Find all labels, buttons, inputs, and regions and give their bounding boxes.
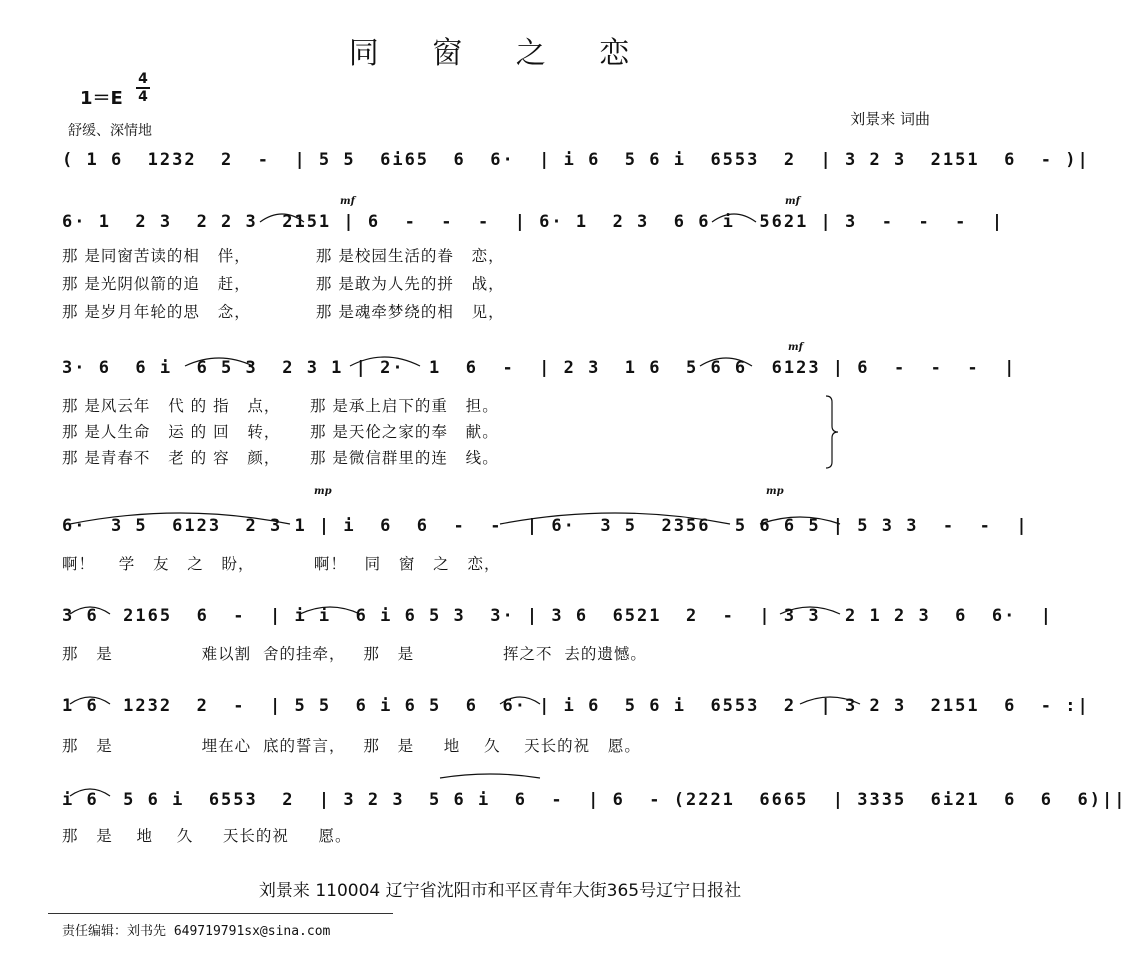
slur (500, 513, 730, 524)
lyric-line: 那 是 埋在心 底的誓言， 那 是 地 久 天长的祝 愿。 (62, 737, 641, 755)
slur (712, 214, 756, 222)
slur (300, 607, 360, 614)
time-sig-bottom: 4 (138, 89, 148, 105)
lyric-line: 那 是青春不 老 的 容 颜， 那 是微信群里的连 线。 (62, 449, 499, 467)
slur (700, 358, 752, 366)
dynamic-mf: mf (340, 196, 355, 207)
slur (350, 357, 420, 366)
slur (500, 697, 540, 704)
score-system-3: 3· 6 6 i 6 5 3 2 3 1 | 2· 1 6 - | 2 3 1 6 5 6 6 6123 | 6 - - - | (62, 358, 1017, 378)
slur (760, 517, 840, 524)
slur (260, 214, 304, 222)
lyric-line: 那 是 难以割 舍的挂牵， 那 是 挥之不 去的遗憾。 (62, 645, 647, 663)
dynamic-mf: mf (785, 196, 800, 207)
score-system-4: 6· 3 5 6123 2 3 1 | i 6 6 - - | 6· 3 5 2356 5 6 6 5 | 5 3 3 - - | (62, 516, 1029, 536)
slur (185, 358, 253, 366)
slur (70, 697, 110, 704)
score-system-7: i 6 5 6 i 6553 2 | 3 2 3 5 6 i 6 - | 6 - (2221 6665 | 3335 6i21 6 6 6)|| (62, 790, 1126, 810)
lyric-line: 那 是同窗苦读的相 伴， 那 是校园生活的眷 恋， (62, 247, 505, 265)
score-system-5: 3 6 2165 6 - | i i 6 i 6 5 3 3· | 3 6 6521 2 - | 3 3 2 1 2 3 6 6· | (62, 606, 1054, 626)
lyric-line: 那 是岁月年轮的思 念， 那 是魂牵梦绕的相 见， (62, 303, 505, 321)
song-title: 同 窗 之 恋 (348, 36, 652, 71)
slur (780, 607, 840, 614)
slur (70, 789, 110, 796)
score-system-6: 1 6 1232 2 - | 5 5 6 i 6 5 6 6· | i 6 5 6 i 6553 2 | 3 2 3 2151 6 - :| (62, 696, 1090, 716)
slur (70, 513, 290, 524)
editor-credit: 责任编辑：刘书先 649719791sx@sina.com (62, 924, 331, 939)
key-signature: 1＝E (80, 88, 123, 109)
composer-credit: 刘景来 词曲 (850, 110, 930, 128)
dynamic-mp: mp (766, 486, 784, 497)
time-sig-top: 4 (138, 71, 148, 87)
tie (440, 774, 540, 778)
slur (800, 697, 860, 704)
footer-address: 刘景来 110004 辽宁省沈阳市和平区青年大街365号辽宁日报社 (258, 881, 742, 901)
tempo-marking: 舒缓、深情地 (68, 123, 152, 139)
score-system-1: ( 1 6 1232 2 - | 5 5 6i65 6 6· | i 6 5 6 i 6553 2 | 3 2 3 2151 6 - )| (62, 150, 1090, 170)
score-system-2: 6· 1 2 3 2 2 3 2151 | 6 - - - | 6· 1 2 3 6 6 i 5621 | 3 - - - | (62, 212, 1005, 232)
lyric-line: 那 是光阴似箭的追 赶， 那 是敢为人先的拼 战， (62, 275, 505, 293)
lyric-line: 那 是人生命 运 的 回 转， 那 是天伦之家的奉 献。 (62, 423, 499, 441)
dynamic-mp: mp (314, 486, 332, 497)
slur (70, 607, 110, 614)
editor-divider (48, 913, 393, 914)
lyric-line: 啊！ 学 友 之 盼， 啊！ 同 窗 之 恋， (62, 555, 501, 573)
lyric-line: 那 是 地 久 天长的祝 愿。 (62, 827, 352, 845)
lyric-line: 那 是风云年 代 的 指 点， 那 是承上启下的重 担。 (62, 397, 499, 415)
dynamic-mf: mf (788, 342, 803, 353)
brace (826, 396, 838, 468)
